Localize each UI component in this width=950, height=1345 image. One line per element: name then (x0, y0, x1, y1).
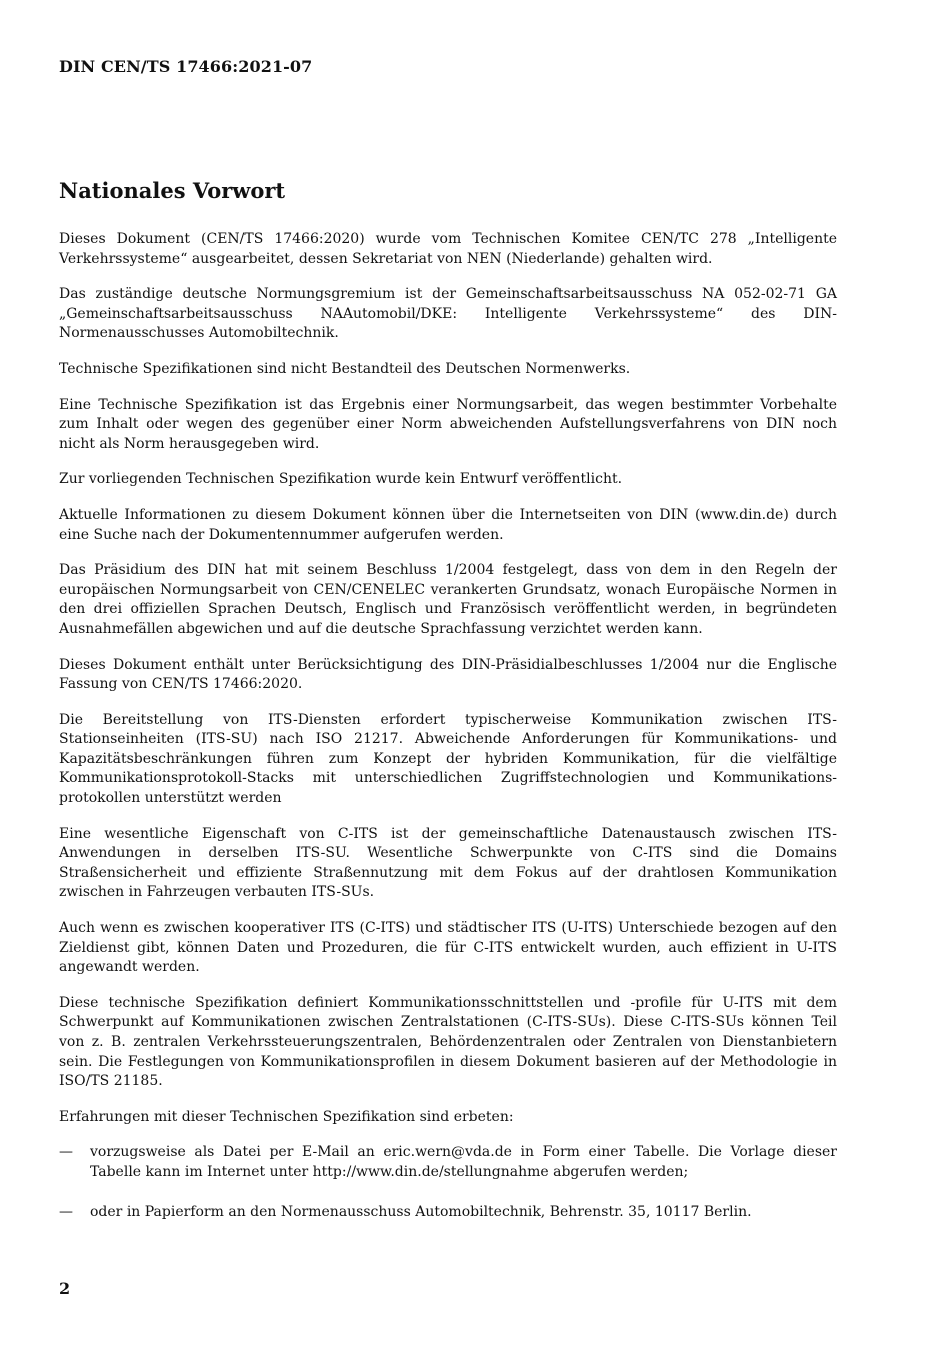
dash-marker: — (59, 1203, 73, 1220)
paragraph: Aktuelle Informationen zu diesem Dokument können über die Internetseiten von DIN (www.din.de) durch eine Suche nach der Dokumentennummer aufgerufen werden. (59, 506, 837, 543)
list-item (59, 1143, 837, 1182)
paragraph: Dieses Dokument enthält unter Berücksichtigung des DIN-Präsidialbeschlusses 1/2004 nur die Englische Fassung von CEN/TS 17466:2020. (59, 656, 837, 693)
paragraph: Eine Technische Spezifikation ist das Ergebnis einer Normungsarbeit, das wegen bestimmter Vorbehalte zum Inhalt oder wegen des gegenüber einer Norm abweichenden Aufstellungsverfahrens von DIN noch nicht als Norm herausgegeben wird. (59, 396, 837, 452)
paragraph: Erfahrungen mit dieser Technischen Spezifikation sind erbeten: (59, 1108, 514, 1125)
dash-marker: — (59, 1144, 73, 1161)
list-item (59, 1203, 837, 1223)
section-title: Nationales Vorwort (59, 178, 286, 203)
paragraph: Zur vorliegenden Technischen Spezifikation wurde kein Entwurf veröffentlicht. (59, 471, 623, 488)
body-text (59, 230, 837, 1242)
paragraph: Eine wesentliche Eigenschaft von C-ITS ist der gemeinschaftliche Datenaustausch zwischen ITS-Anwendungen in derselben ITS-SU. Wesentliche Schwerpunkte von C-ITS sind die Domains Straßensicherheit und effiziente Straßennutzung mit dem Fokus auf der drahtlosen Kommunikation zwischen in Fahrzeugen verbauten ITS-SUs. (59, 825, 837, 901)
document-id-header: DIN CEN/TS 17466:2021-07 (59, 57, 313, 76)
paragraph: Die Bereitstellung von ITS-Diensten erfordert typischerweise Kommunikation zwischen ITS-Stationseinheiten (ITS-SU) nach ISO 21217. Abweichende Anforderungen für Kommunikations- und Kapazitätsbeschränkungen führen zum Konzept der hybriden Kommunikation, für die vielfältige Kommunikationsprotokoll-Stacks mit unterschiedlichen Zugriffstechnologien und Kommunikations-protokollen unterstützt werden (59, 711, 837, 807)
paragraph: Das zuständige deutsche Normungsgremium ist der Gemeinschaftsarbeitsausschuss NA 052-02-71 GA „Gemeinschaftsarbeitsausschuss NAAutomobil/DKE: Intelligente Verkehrssysteme“ des DIN-Normenausschusses Automobiltechnik. (59, 286, 837, 342)
paragraph: Technische Spezifikationen sind nicht Bestandteil des Deutschen Normenwerks. (59, 360, 631, 377)
paragraph: Dieses Dokument (CEN/TS 17466:2020) wurde vom Technischen Komitee CEN/TC 278 „Intelligente Verkehrssysteme“ ausgearbeitet, dessen Sekretariat von NEN (Niederlande) gehalten wird. (59, 231, 837, 267)
document-page (59, 0, 837, 1345)
page-number: 2 (59, 1279, 71, 1298)
list-item-text: oder in Papierform an den Normenausschuss Automobiltechnik, Behrenstr. 35, 10117 Berlin. (90, 1203, 752, 1220)
paragraph: Diese technische Spezifikation definiert Kommunikationsschnittstellen und -profile für U-ITS mit dem Schwerpunkt auf Kommunikationen zwischen Zentralstationen (C-ITS-SUs). Diese C-ITS-SUs können Teil von z. B. zentralen Verkehrssteuerungszentralen, Behördenzentralen oder Zentralen von Dienstanbietern sein. Die Festlegungen von Kommunikationsprofilen in diesem Dokument basieren auf der Methodologie in ISO/TS 21185. (59, 994, 837, 1090)
paragraph: Auch wenn es zwischen kooperativer ITS (C-ITS) und städtischer ITS (U-ITS) Unterschiede bezogen auf den Zieldienst gibt, können Daten und Prozeduren, die für C-ITS entwickelt wurden, auch effizient in U-ITS angewandt werden. (59, 920, 837, 976)
list-item-text: vorzugsweise als Datei per E-Mail an eric.wern@vda.de in Form einer Tabelle. Die Vorlage dieser Tabelle kann im Internet unter http://www.din.de/stellungnahme abgerufen werden; (90, 1144, 837, 1180)
paragraph: Das Präsidium des DIN hat mit seinem Beschluss 1/2004 festgelegt, dass von dem in den Regeln der europäischen Normungsarbeit von CEN/CENELEC verankerten Grundsatz, wonach Europäische Normen in den drei offiziellen Sprachen Deutsch, Englisch und Französisch veröffentlicht werden, in begründeten Ausnahmefällen abgewichen und auf die deutsche Sprachfassung verzichtet werden kann. (59, 562, 837, 637)
